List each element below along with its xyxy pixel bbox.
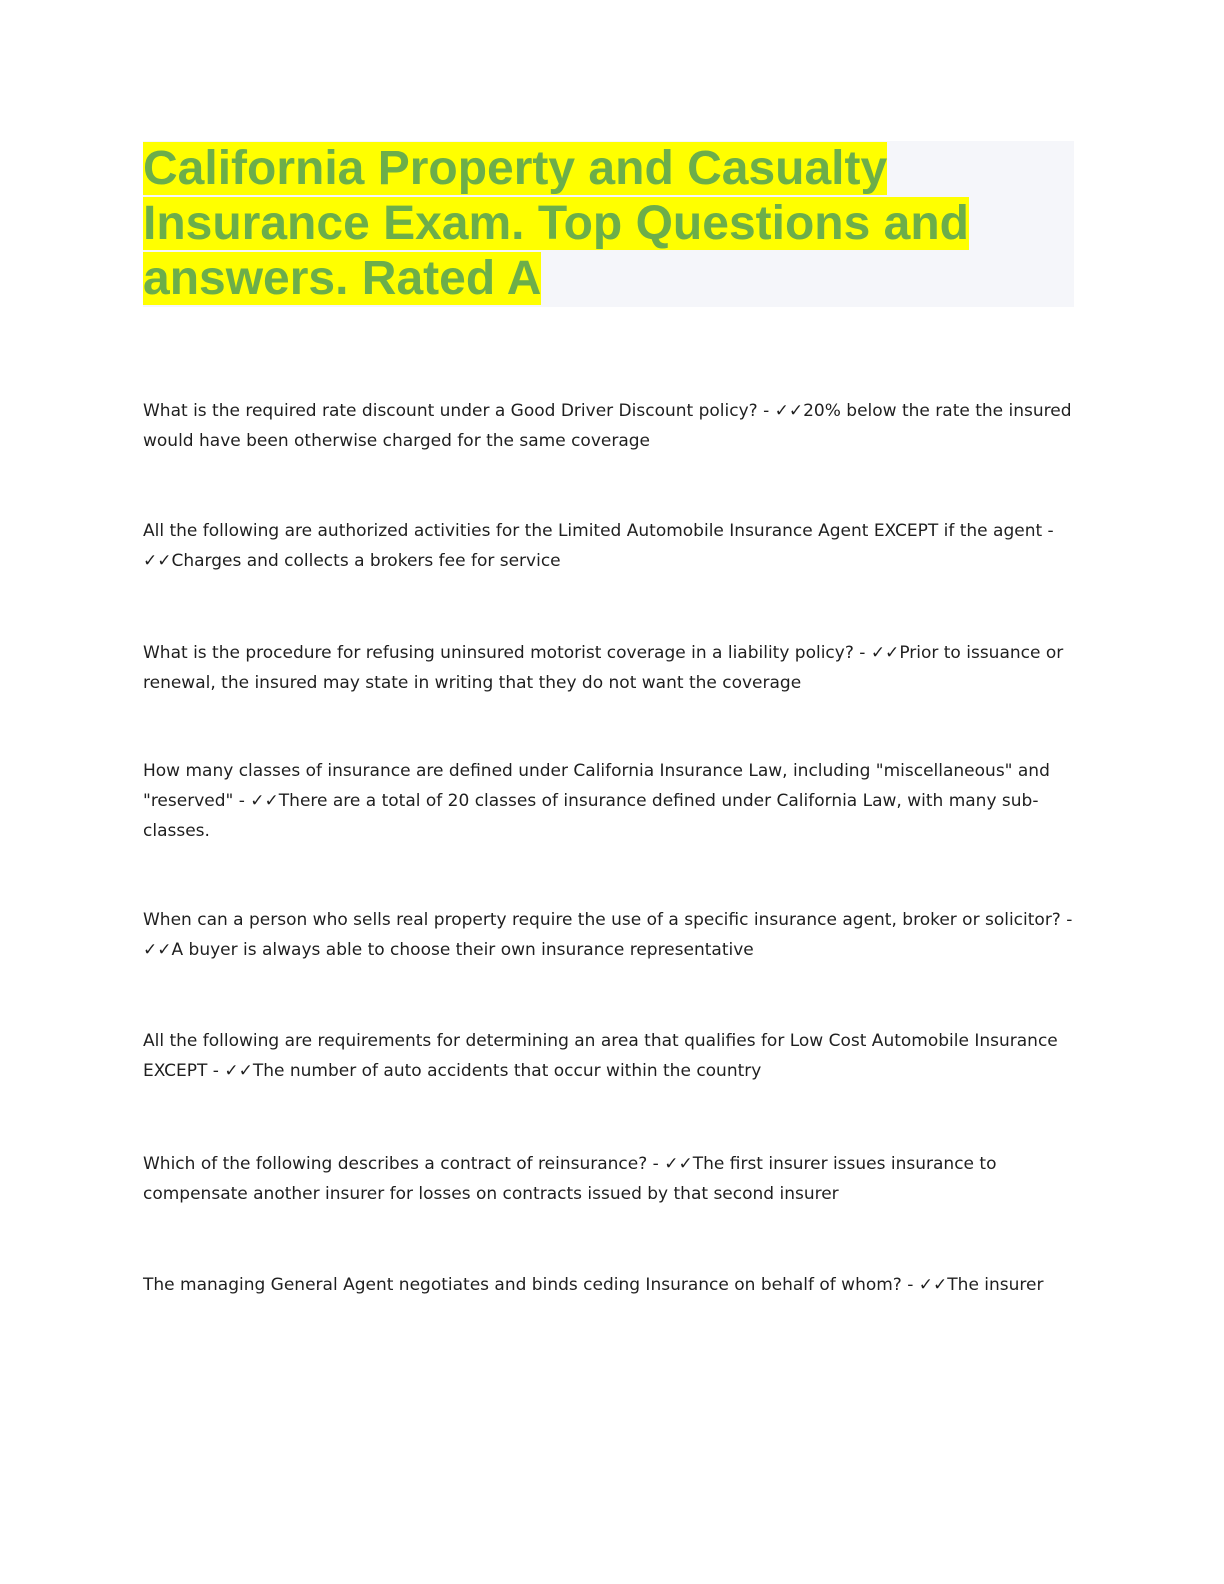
question-text: When can a person who sells real property require the use of a specific insurance agent, broker or solicitor? - — [143, 910, 1073, 930]
question-text: All the following are requirements for determining an area that qualifies for Low Cost Automobile Insurance EXCEPT - — [143, 1031, 1058, 1081]
checkmark-icon: ✓✓ — [664, 1154, 693, 1174]
checkmark-icon: ✓✓ — [143, 551, 172, 571]
title-line — [143, 141, 1074, 196]
answer-text: The number of auto accidents that occur within the country — [252, 1061, 762, 1081]
answer-text: A buyer is always able to choose their own insurance representative — [171, 940, 754, 960]
answer-text: The first insurer issues insurance to compensate another insurer for losses on contracts issued by that second insurer — [143, 1154, 997, 1204]
checkmark-icon: ✓✓ — [250, 791, 279, 811]
qa-item — [143, 905, 1083, 965]
checkmark-icon: ✓✓ — [224, 1061, 253, 1081]
question-text: All the following are authorized activities for the Limited Automobile Insurance Agent EXCEPT if the agent - — [143, 521, 1054, 541]
checkmark-icon: ✓✓ — [774, 401, 804, 421]
answer-text: The insurer — [947, 1275, 1044, 1295]
checkmark-icon: ✓✓ — [143, 940, 172, 960]
checkmark-icon: ✓✓ — [870, 643, 900, 663]
question-text: The managing General Agent negotiates and binds ceding Insurance on behalf of whom? - — [143, 1275, 919, 1295]
qa-item — [143, 1149, 1083, 1209]
title-highlight: Insurance Exam. Top Questions and — [143, 197, 969, 250]
answer-text: There are a total of 20 classes of insurance defined under California Law, with many sub-classes. — [143, 791, 1039, 841]
title-highlight: California Property and Casualty — [143, 142, 888, 195]
answer-text: Prior to issuance or renewal, the insured may state in writing that they do not want the coverage — [143, 643, 1064, 693]
qa-item — [143, 516, 1083, 576]
answer-text: 20% below the rate the insured would have been otherwise charged for the same coverage — [143, 401, 1072, 451]
document-title — [143, 141, 1074, 306]
question-text: How many classes of insurance are defined under California Insurance Law, including "miscellaneous" and "reserved" - — [143, 761, 1050, 811]
qa-item — [143, 396, 1083, 456]
title-highlight: answers. Rated A — [143, 252, 542, 305]
checkmark-icon: ✓✓ — [918, 1275, 948, 1295]
qa-item — [143, 1026, 1083, 1086]
qa-item — [143, 1270, 1083, 1300]
title-line — [143, 196, 1074, 251]
qa-item — [143, 638, 1083, 698]
title-line — [143, 251, 1074, 306]
question-text: What is the procedure for refusing uninsured motorist coverage in a liability policy? - — [143, 643, 871, 663]
title-block — [143, 141, 1074, 307]
question-text: Which of the following describes a contract of reinsurance? - — [143, 1154, 665, 1174]
qa-item — [143, 756, 1083, 846]
answer-text: Charges and collects a brokers fee for service — [171, 551, 561, 571]
question-text: What is the required rate discount under a Good Driver Discount policy? - — [143, 401, 775, 421]
